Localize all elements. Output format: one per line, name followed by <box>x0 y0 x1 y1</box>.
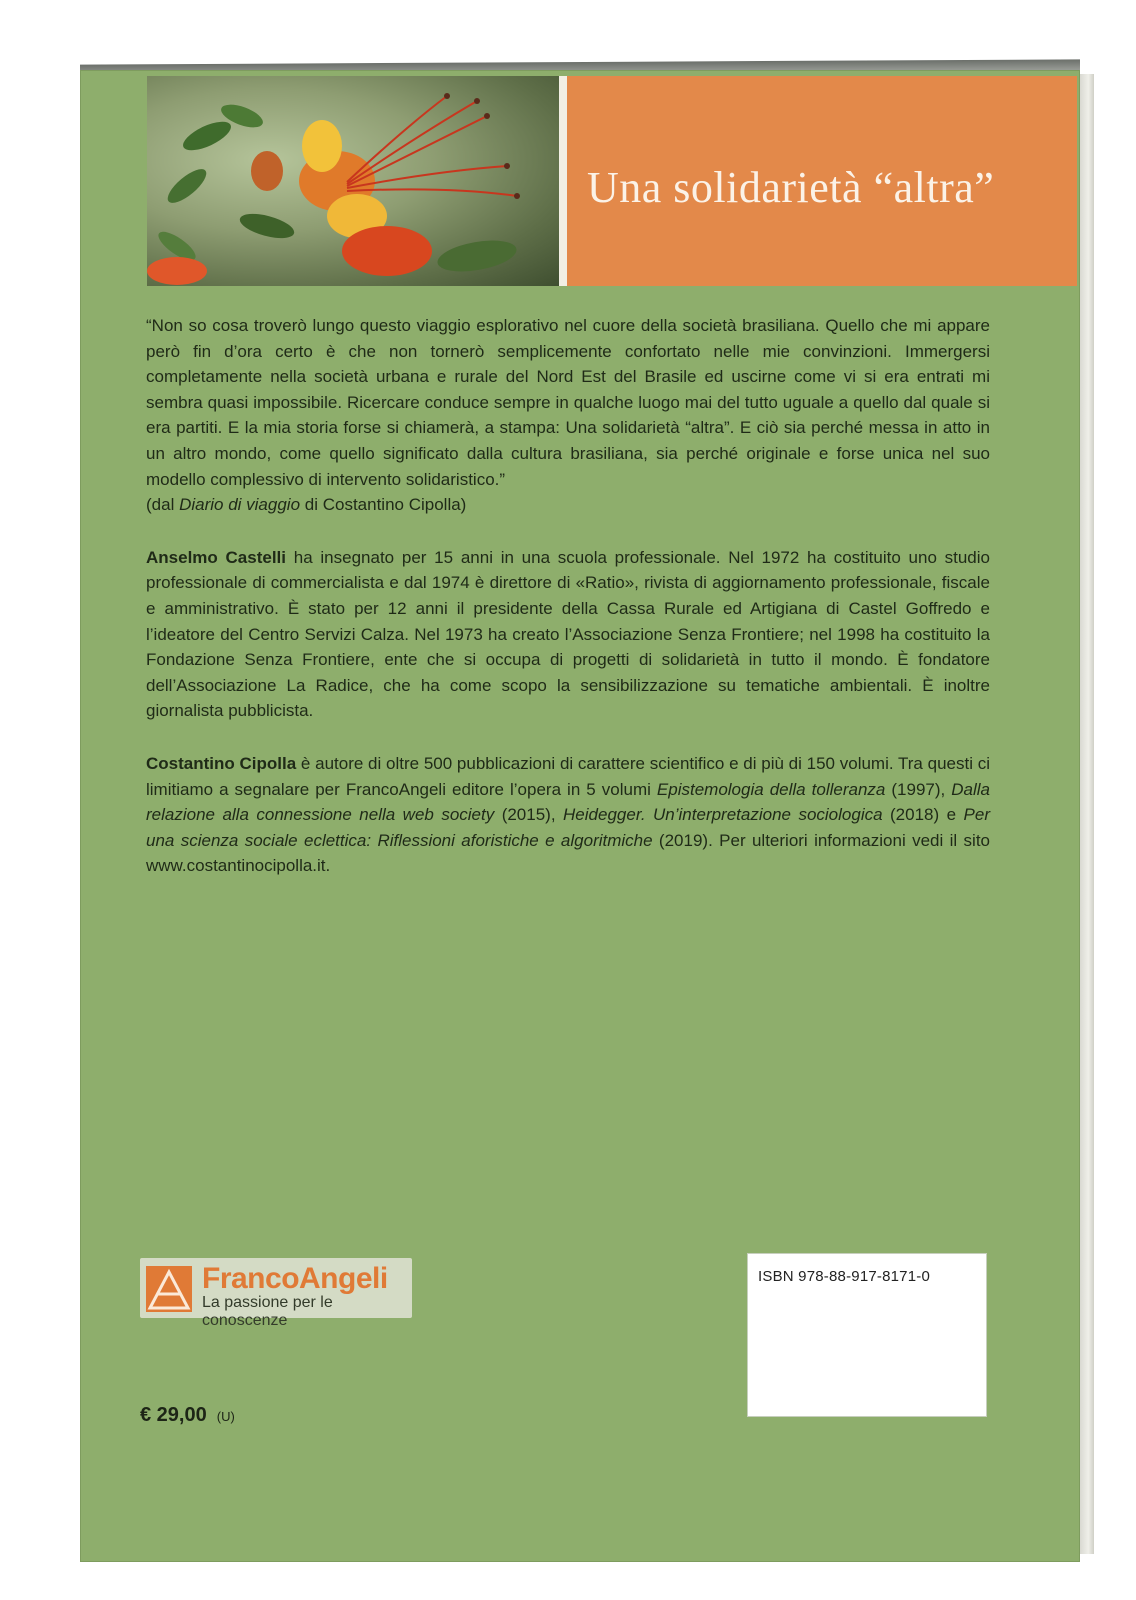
author2-work-4: Per una scienza sociale eclettica: Riflessioni aforistiche e algoritmiche <box>146 805 991 850</box>
quote-source-suffix: di Costantino Cipolla) <box>300 495 467 515</box>
author2-bio-1: è autore di oltre 500 pubblicazioni di carattere scientifico e di più di 150 volumi. Tra questi ci limitiamo a segnalare per FrancoAngeli editore l’opera in 5 volumi <box>146 753 990 799</box>
logo-glyph <box>146 1266 192 1312</box>
author1-name: Anselmo Castelli <box>146 547 287 567</box>
author2-bio-3: (2015), <box>494 805 564 825</box>
title-panel <box>567 76 1077 286</box>
quote-source-title: Diario di viaggio <box>179 495 301 515</box>
isbn-label <box>748 1254 986 1416</box>
publisher-name: FrancoAngeli <box>202 1262 388 1295</box>
author1-bio: ha insegnato per 15 anni in una scuola professionale. Nel 1972 ha costituito uno studio professionale di commercialista e dal 1974 è direttore di «Ratio», rivista di aggiornamento professionale, fiscale e amministrativo. È stato per 12 anni il presidente della Cassa Rurale ed Artigiana di Castel Goffredo e l’ideatore del Centro Servizi Calza. Nel 1973 ha creato l’Associazione Senza Frontiere; nel 1998 ha costituito la Fondazione Senza Frontiere, ente che si occupa di progetti di solidarietà in tutto il mondo. È fondatore dell’Associazione La Radice, che ha come scopo la sensibilizzazione su tematiche ambientali. È inoltre giornalista pubblicista. <box>146 547 990 721</box>
quote-paragraph <box>146 313 990 518</box>
author2-paragraph <box>146 751 990 879</box>
price-amount: € 29,00 <box>140 1404 207 1426</box>
publisher-tagline: La passione per le conoscenze <box>202 1294 333 1329</box>
back-cover-text <box>146 313 990 879</box>
cover-header <box>147 76 1077 286</box>
publisher-logo-icon <box>146 1266 192 1312</box>
flower-photo <box>147 76 559 286</box>
quote-text: “Non so cosa troverò lungo questo viaggio esplorativo nel cuore della società brasiliana. Quello che mi appare però fin d’ora certo è che non tornerò semplicemente confortato nelle mie convinzioni. Immergersi completamente nella società urbana e rurale del Nord Est del Brasile ed uscirne come vi si era entrati mi sembra quasi impossibile. Ricercare conduce sempre in qualche luogo mai del tutto uguale a quello dal quale si era partiti. E la mia storia forse si chiamerà, a stampa: Una solidarietà “altra”. E ciò sia perché messa in atto in un altro mondo, come quello significato dalla cultura brasiliana, sia perché originale e forse unica nel suo modello complessivo di intervento solidaristico.” <box>146 316 990 489</box>
author2-bio-4: (2018) e <box>882 805 964 825</box>
author2-work-2: Dalla relazione alla connessione nella web society <box>146 779 991 825</box>
price <box>140 1404 235 1427</box>
author2-name: Costantino Cipolla <box>146 753 297 773</box>
author2-bio-5: (2019). Per ulteriori informazioni vedi il sito www.costantinocipolla.it. <box>146 830 990 876</box>
author2-work-3: Heidegger. Un’interpretazione sociologica <box>563 805 883 825</box>
price-code: (U) <box>216 1409 235 1424</box>
quote-source-prefix: (dal <box>146 495 180 515</box>
author2-bio-2: (1997), <box>885 779 952 799</box>
book-title: Una solidarietà “altra” <box>587 163 995 212</box>
author2-work-1: Epistemologia della tolleranza <box>656 779 886 799</box>
isbn-number: ISBN 978-88-917-8171-0 <box>758 1268 931 1285</box>
flower-illustration <box>147 76 559 286</box>
author1-paragraph <box>146 545 990 724</box>
publisher-logo <box>140 1258 412 1329</box>
page-edges <box>1080 74 1094 1554</box>
